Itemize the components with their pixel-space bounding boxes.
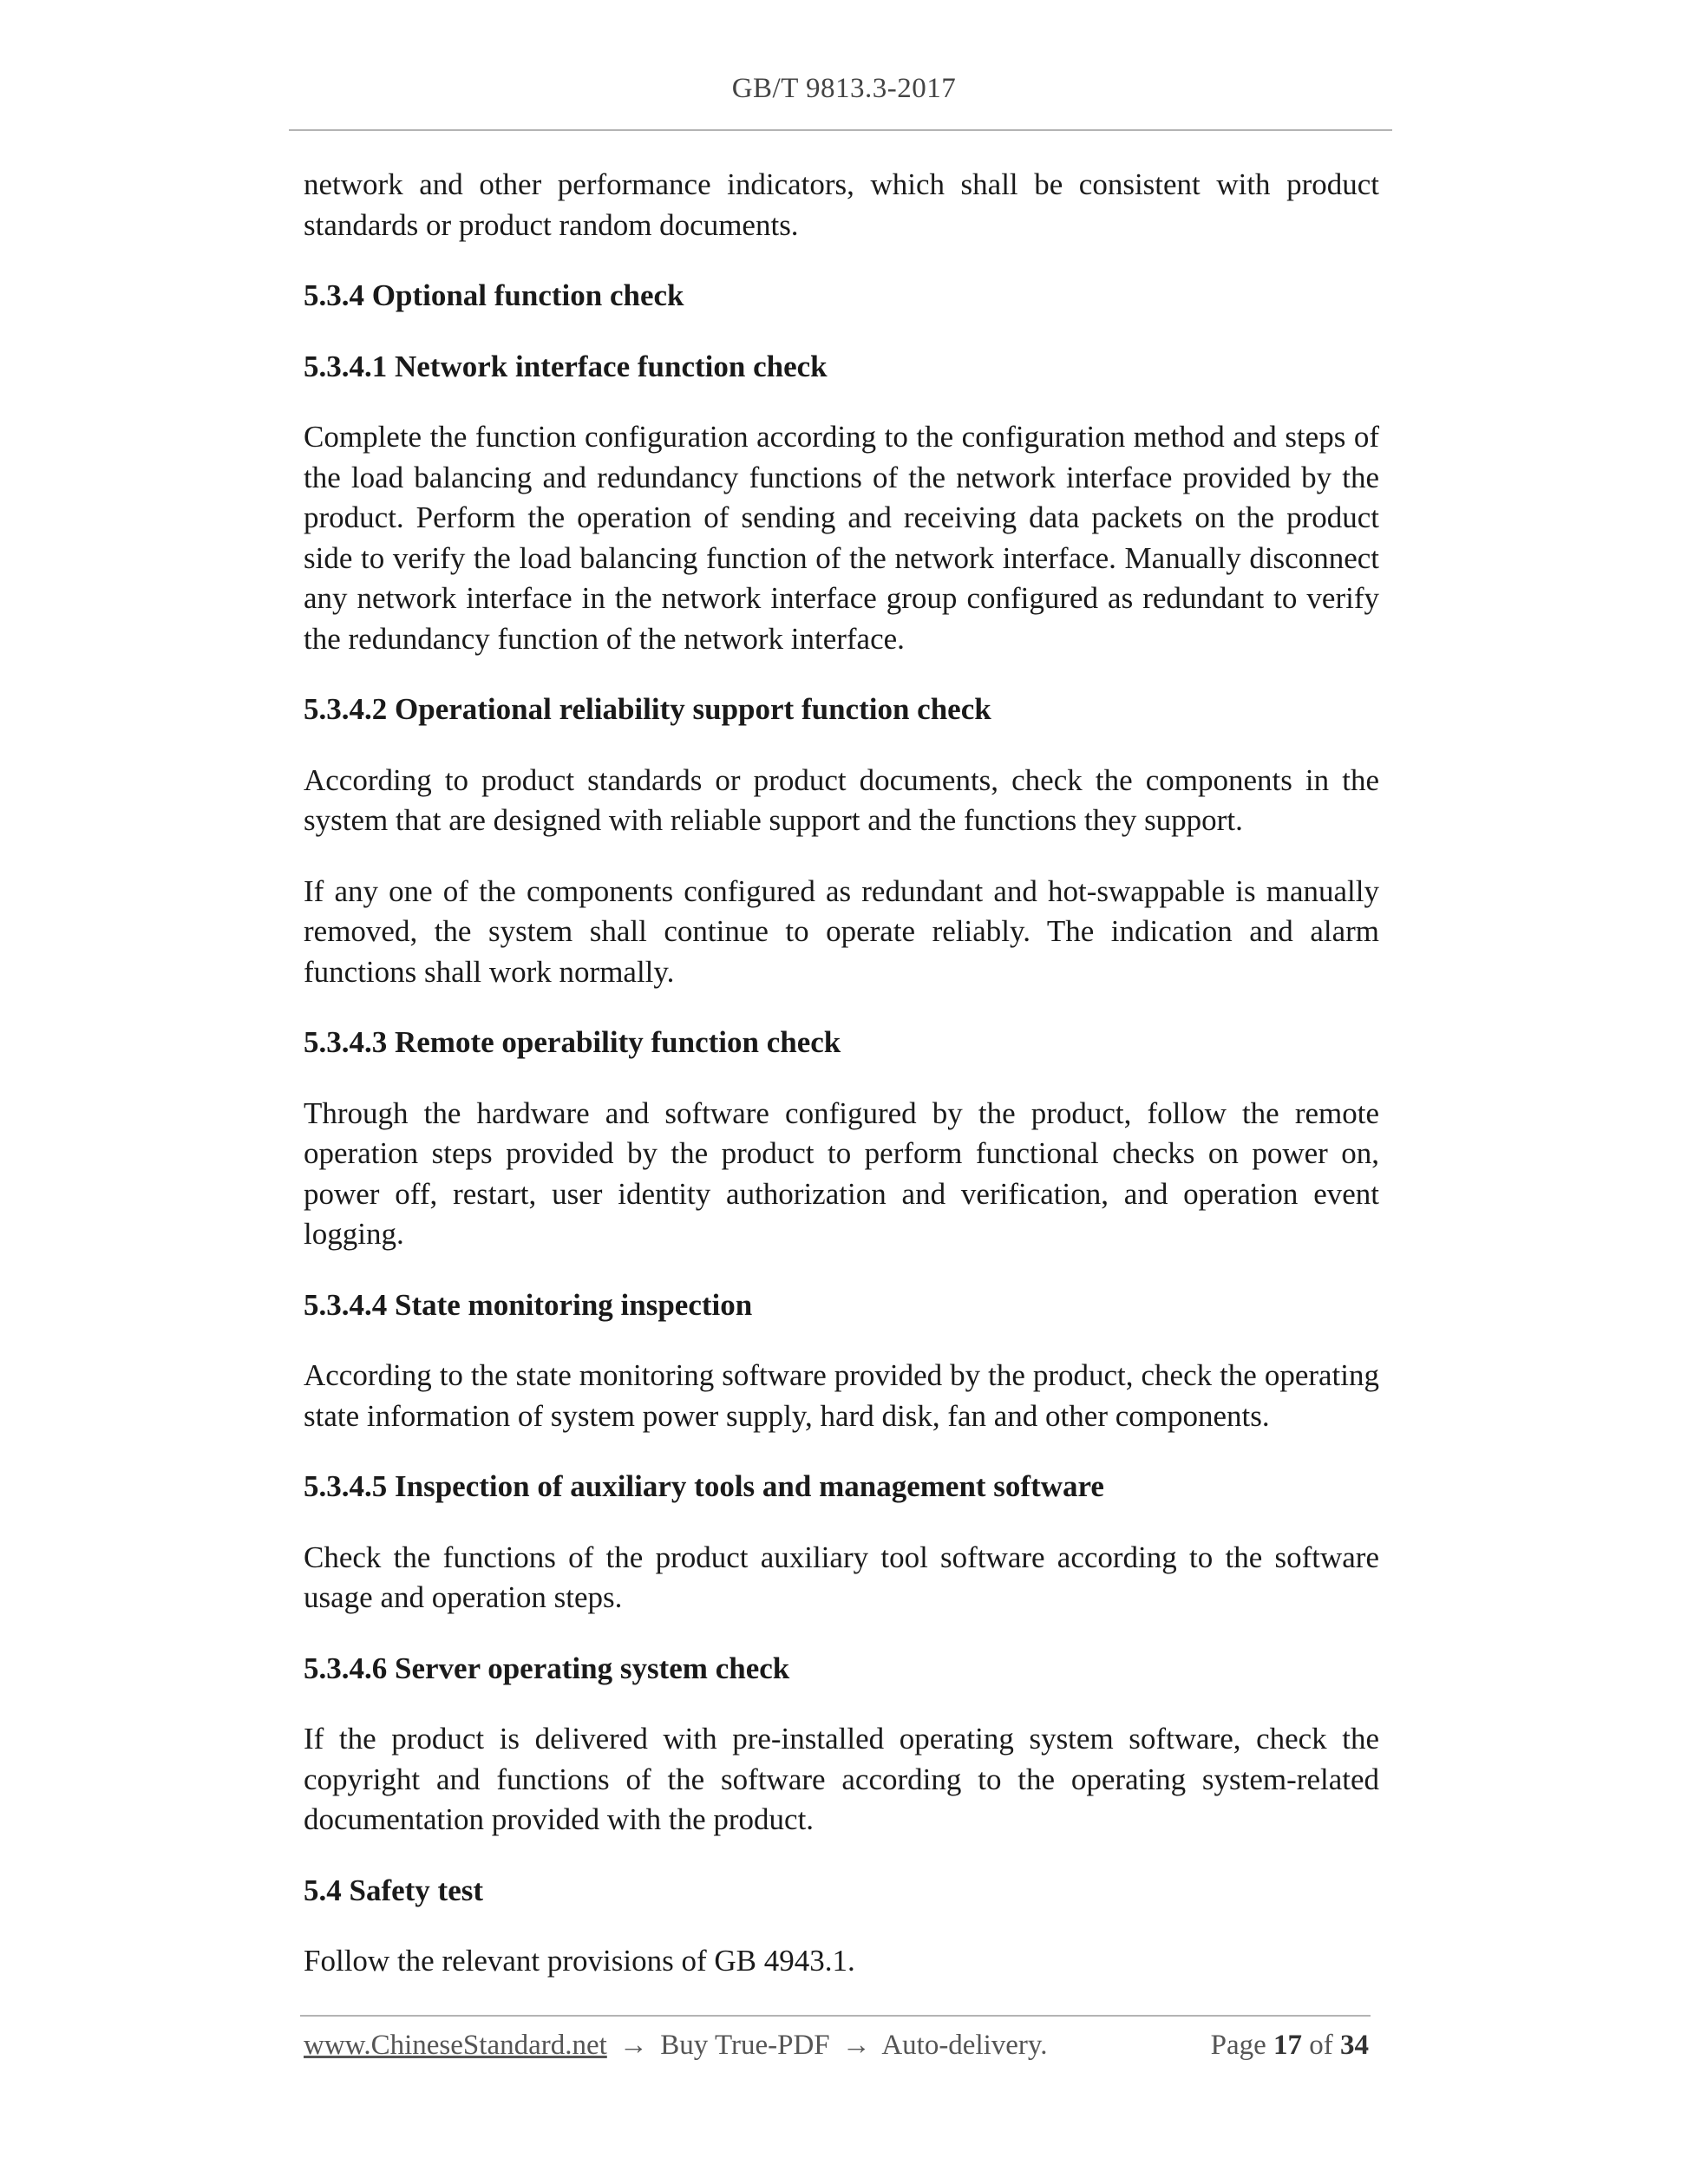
auto-delivery-text: Auto-delivery.: [881, 2030, 1048, 2061]
page-footer: [304, 2030, 1369, 2073]
website-link[interactable]: www.ChineseStandard.net: [304, 2030, 607, 2061]
page-header: GB/T 9813.3-2017: [731, 73, 957, 104]
buy-pdf-text: Buy True-PDF: [660, 2030, 830, 2061]
section-heading-5-4: 5.4 Safety test: [304, 1873, 484, 1907]
paragraph-safety-test: Follow the relevant provisions of GB 4943.1.: [304, 1944, 855, 1978]
header-divider: [289, 129, 1392, 131]
paragraph-continued: network and other performance indicators, which shall be consistent with product standards or product random documents.: [304, 167, 1379, 242]
section-heading-5-3-4-1: 5.3.4.1 Network interface function check: [304, 349, 828, 383]
document-body: [304, 165, 1379, 2012]
section-heading-5-3-4: 5.3.4 Optional function check: [304, 278, 684, 312]
paragraph-auxiliary-tools: Check the functions of the product auxiliary tool software according to the software usage and operation steps.: [304, 1540, 1379, 1614]
section-heading-5-3-4-2: 5.3.4.2 Operational reliability support function check: [304, 692, 991, 726]
section-heading-5-3-4-4: 5.3.4.4 State monitoring inspection: [304, 1287, 753, 1322]
paragraph-reliability-b: If any one of the components configured as redundant and hot-swappable is manually removed, the system shall continue to operate reliably. The indication and alarm functions shall work normally.: [304, 873, 1379, 989]
right-arrow-icon: →: [619, 2030, 649, 2061]
section-heading-5-3-4-6: 5.3.4.6 Server operating system check: [304, 1651, 790, 1685]
footer-promo: [304, 2030, 1048, 2062]
paragraph-state-monitoring: According to the state monitoring software provided by the product, check the operating state information of system power supply, hard disk, fan and other components.: [304, 1358, 1379, 1433]
of-label: of: [1309, 2030, 1333, 2061]
section-heading-5-3-4-3: 5.3.4.3 Remote operability function check: [304, 1025, 841, 1059]
page-indicator: [1211, 2030, 1369, 2062]
right-arrow-icon: →: [841, 2030, 871, 2061]
paragraph-reliability-a: According to product standards or product documents, check the components in the system that are designed with reliable support and the functions they support.: [304, 762, 1379, 837]
current-page-number: 17: [1273, 2030, 1302, 2061]
total-pages-number: 34: [1340, 2030, 1369, 2061]
page-label: Page: [1210, 2030, 1266, 2061]
paragraph-network-interface: Complete the function configuration according to the configuration method and steps of the load balancing and redundancy functions of the network interface provided by the product. Perform the operation of sending and receiving data packets on the product side to verify the load balancing function of the network interface. Manually disconnect any network interface in the network interface group configured as redundant to verify the redundancy function of the network interface.: [304, 420, 1379, 656]
footer-divider: [300, 2015, 1371, 2017]
section-heading-5-3-4-5: 5.3.4.5 Inspection of auxiliary tools and management software: [304, 1469, 1104, 1503]
paragraph-operating-system: If the product is delivered with pre-installed operating system software, check the copyright and functions of the software according to the operating system-related documentation provided with the product.: [304, 1722, 1379, 1836]
paragraph-remote-operability: Through the hardware and software configured by the product, follow the remote operation steps provided by the product to perform functional checks on power on, power off, restart, user identity authorization and verification, and operation event logging.: [304, 1095, 1379, 1251]
